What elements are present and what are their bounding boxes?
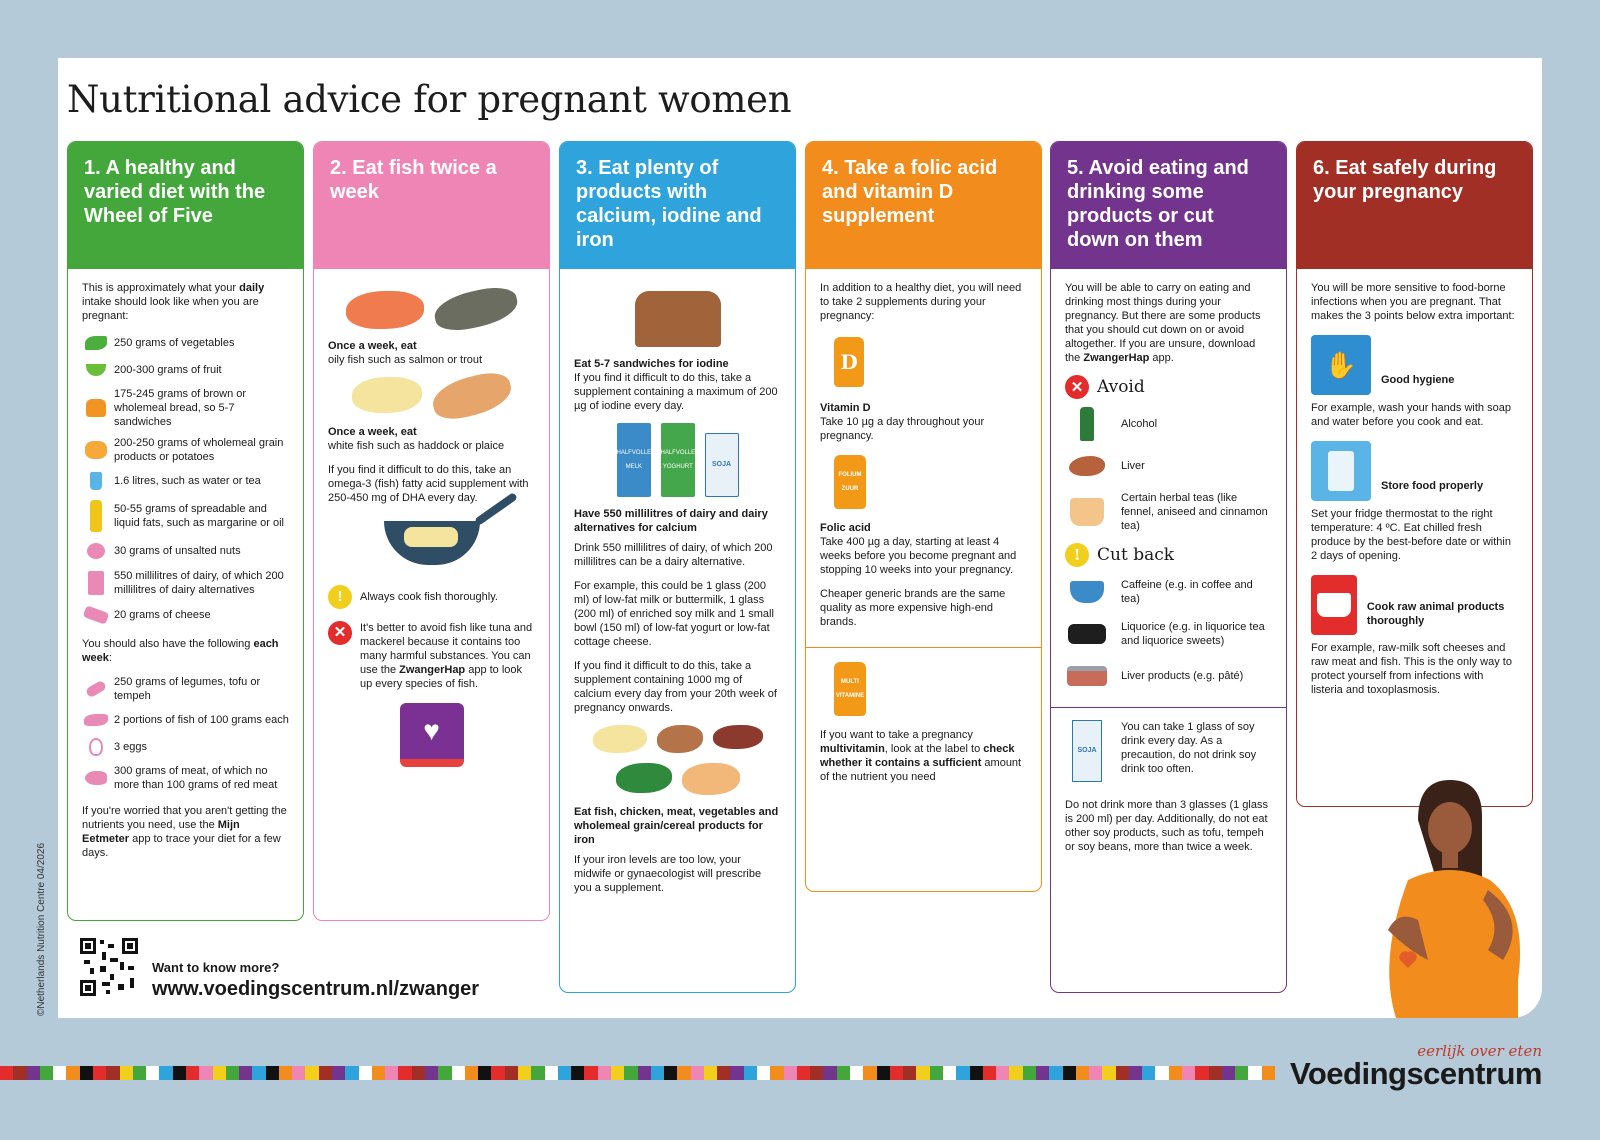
soy-note: SOJA You can take 1 glass of soy drink every day. As a precaution, do not drink soy drink too often. xyxy=(1065,720,1272,792)
warning-icon: ! xyxy=(328,585,352,609)
section-title: 5. Avoid eating and drinking some products or cut down on them xyxy=(1051,142,1286,269)
folic-acid-title: Folic acid xyxy=(820,522,871,534)
list-item: 2 portions of fish of 100 grams each xyxy=(82,710,289,730)
section-title: 6. Eat safely during your pregnancy xyxy=(1297,142,1532,269)
tip-hygiene-text: For example, wash your hands with soap and water before you cook and eat. xyxy=(1311,402,1511,428)
section-title: 1. A healthy and varied diet with the Wheel of Five xyxy=(68,142,303,269)
list-item: 300 grams of meat, of which no more than 100 grams of red meat xyxy=(82,764,289,792)
hand-wash-icon: ✋ xyxy=(1311,335,1371,395)
vitamin-d-title: Vitamin D xyxy=(820,402,871,414)
pregnant-woman-illustration xyxy=(1378,780,1538,1018)
meat-icon xyxy=(82,768,110,788)
liquorice-icon xyxy=(1065,617,1109,651)
weekly-list xyxy=(82,675,289,792)
list-item: 30 grams of unsalted nuts xyxy=(82,541,289,561)
brand-tagline: eerlijk over eten xyxy=(1417,1042,1542,1060)
tip-avoid-fish: ✕ It's better to avoid fish like tuna and mackerel because it contains too many harmful substances. You can use the ZwangerHap app to look up every species of fish. xyxy=(328,621,535,691)
section-avoid-cut-down xyxy=(1050,141,1287,993)
grain-icon xyxy=(82,440,110,460)
cheese-icon xyxy=(82,605,110,625)
list-item: Liver xyxy=(1065,449,1272,483)
list-item: 3 eggs xyxy=(82,737,289,757)
water-icon xyxy=(82,471,110,491)
bread-image xyxy=(574,291,781,347)
daily-intro: This is approximately what your daily intake should look like when you are pregnant: xyxy=(82,282,265,322)
dairy-text: Drink 550 millilitres of dairy, of which 200 millilitres can be a dairy alternative. xyxy=(574,542,773,568)
eetmeter-note: If you're worried that you aren't getting the nutrients you need, use the Mijn Eetmeter app to trace your diet for a few days. xyxy=(82,805,287,859)
divider xyxy=(806,647,1041,648)
oily-fish-image xyxy=(328,291,535,329)
soy-carton-icon: SOJA xyxy=(1065,720,1109,792)
dairy-image: HALFVOLLE MELK HALFVOLLE YOGHURT SOJA xyxy=(574,423,781,497)
coffee-icon xyxy=(1065,575,1109,609)
list-item: 250 grams of legumes, tofu or tempeh xyxy=(82,675,289,703)
supplements-intro: In addition to a healthy diet, you will need to take 2 supplements during your pregnancy: xyxy=(820,282,1022,322)
section-eat-safely xyxy=(1296,141,1533,807)
omega-note: If you find it difficult to do this, take an omega-3 (fish) fatty acid supplement with 250-450 mg of DHA every day. xyxy=(328,464,529,504)
section-calcium-iodine-iron xyxy=(559,141,796,993)
tip-storage-text: Set your fridge thermostat to the right temperature: 4 ºC. Eat chilled fresh produce by the best-before date or within 2 days of opening. xyxy=(1311,508,1511,562)
iron-foods-image xyxy=(583,725,773,795)
dairy-icon xyxy=(82,568,110,598)
fruit-icon xyxy=(82,360,110,380)
list-item: Alcohol xyxy=(1065,407,1272,441)
list-item: 1.6 litres, such as water or tea xyxy=(82,471,289,491)
folic-acid-bottle-icon: FOLIUM ZUUR xyxy=(834,455,1027,509)
iron-text: If your iron levels are too low, your midwife or gynaecologist will prescribe you a supplement. xyxy=(574,854,762,894)
list-item: 175-245 grams of brown or wholemeal bread, so 5-7 sandwiches xyxy=(82,387,289,429)
list-item: 250 grams of vegetables xyxy=(82,333,289,353)
calcium-supplement: If you find it difficult to do this, take a supplement containing 1000 mg of calcium every day from your 20th week of pregnancy onwards. xyxy=(574,660,777,714)
oily-fish-text: oily fish such as salmon or trout xyxy=(328,354,483,366)
oily-fish-title: Once a week, eat xyxy=(328,340,417,352)
weekly-intro: You should also have the following each week: xyxy=(82,638,279,664)
section-fish xyxy=(313,141,550,921)
cooking-pot-icon xyxy=(1311,575,1357,635)
list-item: Caffeine (e.g. in coffee and tea) xyxy=(1065,575,1272,609)
list-item: 200-300 grams of fruit xyxy=(82,360,289,380)
pate-icon xyxy=(1065,659,1109,693)
fish-icon xyxy=(82,710,110,730)
section-supplements xyxy=(805,141,1042,892)
cut-back-heading: ! Cut back xyxy=(1065,543,1272,567)
tip-cooking-text: For example, raw-milk soft cheeses and raw meat and fish. This is the only way to protect yourself from infections with listeria and toxoplasmosis. xyxy=(1311,642,1512,696)
dairy-title: Have 550 millilitres of dairy and dairy alternatives for calcium xyxy=(574,508,768,534)
vitamin-d-bottle-icon: D xyxy=(834,337,1027,387)
liver-icon xyxy=(1065,449,1109,483)
page-title: Nutritional advice for pregnant women xyxy=(67,78,792,121)
vitamin-d-text: Take 10 µg a day throughout your pregnancy. xyxy=(820,416,985,442)
color-strip xyxy=(0,1066,1275,1080)
iodine-text: If you find it difficult to do this, take a supplement containing a maximum of 200 µg of iodine every day. xyxy=(574,372,778,412)
cross-icon: ✕ xyxy=(1065,375,1089,399)
iron-title: Eat fish, chicken, meat, vegetables and wholemeal grain/cereal products for iron xyxy=(574,806,779,846)
tip-cooking: Cook raw animal products thoroughly xyxy=(1311,575,1518,635)
qr-code[interactable] xyxy=(80,938,138,996)
warning-icon: ! xyxy=(1065,543,1089,567)
daily-list xyxy=(82,333,289,625)
tip-hygiene: ✋ Good hygiene xyxy=(1311,335,1518,395)
tip-storage: Store food properly xyxy=(1311,441,1518,501)
section-title: 2. Eat fish twice a week xyxy=(314,142,549,269)
list-item: 200-250 grams of wholemeal grain products or potatoes xyxy=(82,436,289,464)
legumes-icon xyxy=(82,679,110,699)
oil-icon xyxy=(82,498,110,534)
avoid-intro: You will be able to carry on eating and drinking most things during your pregnancy. But there are some products that you should cut down on or avoid altogether. If you are unsure, download the ZwangerHap app. xyxy=(1065,282,1261,364)
website-link[interactable]: www.voedingscentrum.nl/zwanger xyxy=(152,978,480,1000)
folic-acid-text: Take 400 µg a day, starting at least 4 weeks before you become pregnant and stopping 10 weeks into your pregnancy. xyxy=(820,536,1017,576)
brand-logo: Voedingscentrum xyxy=(1289,1056,1542,1091)
section-title: 3. Eat plenty of products with calcium, iodine and iron xyxy=(560,142,795,269)
alcohol-icon xyxy=(1065,407,1109,441)
herbal-tea-icon xyxy=(1065,495,1109,529)
bread-icon xyxy=(82,398,110,418)
vegetables-icon xyxy=(82,333,110,353)
generic-brands-note: Cheaper generic brands are the same quality as more expensive high-end brands. xyxy=(820,588,1006,628)
section-wheel-of-five xyxy=(67,141,304,921)
list-item: 550 millilitres of dairy, of which 200 millilitres of dairy alternatives xyxy=(82,568,289,598)
white-fish-text: white fish such as haddock or plaice xyxy=(328,440,505,452)
iodine-title: Eat 5-7 sandwiches for iodine xyxy=(574,358,729,370)
tip-cook-fish: ! Always cook fish thoroughly. xyxy=(328,585,535,609)
safety-intro: You will be more sensitive to food-borne infections when you are pregnant. That makes the 3 points below extra important: xyxy=(1311,282,1515,322)
list-item: 50-55 grams of spreadable and liquid fats, such as margarine or oil xyxy=(82,498,289,534)
nuts-icon xyxy=(82,541,110,561)
frying-pan-icon xyxy=(328,521,535,565)
soy-limit-note: Do not drink more than 3 glasses (1 glass is 200 ml) per day. Additionally, do not eat other soy products, such as tofu, tempeh or soy beans, more than twice a week. xyxy=(1065,799,1268,853)
multivitamin-note: If you want to take a pregnancy multivitamin, look at the label to check whether it contains a sufficient amount of the nutrient you need xyxy=(820,729,1022,783)
avoid-heading: ✕ Avoid xyxy=(1065,375,1272,399)
list-item: Liquorice (e.g. in liquorice tea and liquorice sweets) xyxy=(1065,617,1272,651)
know-more-label: Want to know more? xyxy=(152,960,280,975)
section-title: 4. Take a folic acid and vitamin D supplement xyxy=(806,142,1041,269)
copyright-text: ©Netherlands Nutrition Centre 04/2026 xyxy=(36,842,47,1016)
multivitamin-bottle-icon: MULTI VITAMINE xyxy=(834,662,1027,716)
list-item: 20 grams of cheese xyxy=(82,605,289,625)
egg-icon xyxy=(82,737,110,757)
dairy-example: For example, this could be 1 glass (200 ml) of low-fat milk or buttermilk, 1 glass (200 ml) of enriched soy milk and 1 small bowl (150 ml) of low-fat yogurt or low-fat cottage cheese. xyxy=(574,580,774,648)
zwangerhap-app-icon: ♥ xyxy=(328,703,535,767)
cross-icon: ✕ xyxy=(328,621,352,645)
list-item: Liver products (e.g. pâté) xyxy=(1065,659,1272,693)
white-fish-title: Once a week, eat xyxy=(328,426,417,438)
white-fish-image xyxy=(328,377,535,415)
fridge-icon xyxy=(1311,441,1371,501)
list-item: Certain herbal teas (like fennel, aniseed and cinnamon tea) xyxy=(1065,491,1272,533)
divider xyxy=(1051,707,1286,708)
